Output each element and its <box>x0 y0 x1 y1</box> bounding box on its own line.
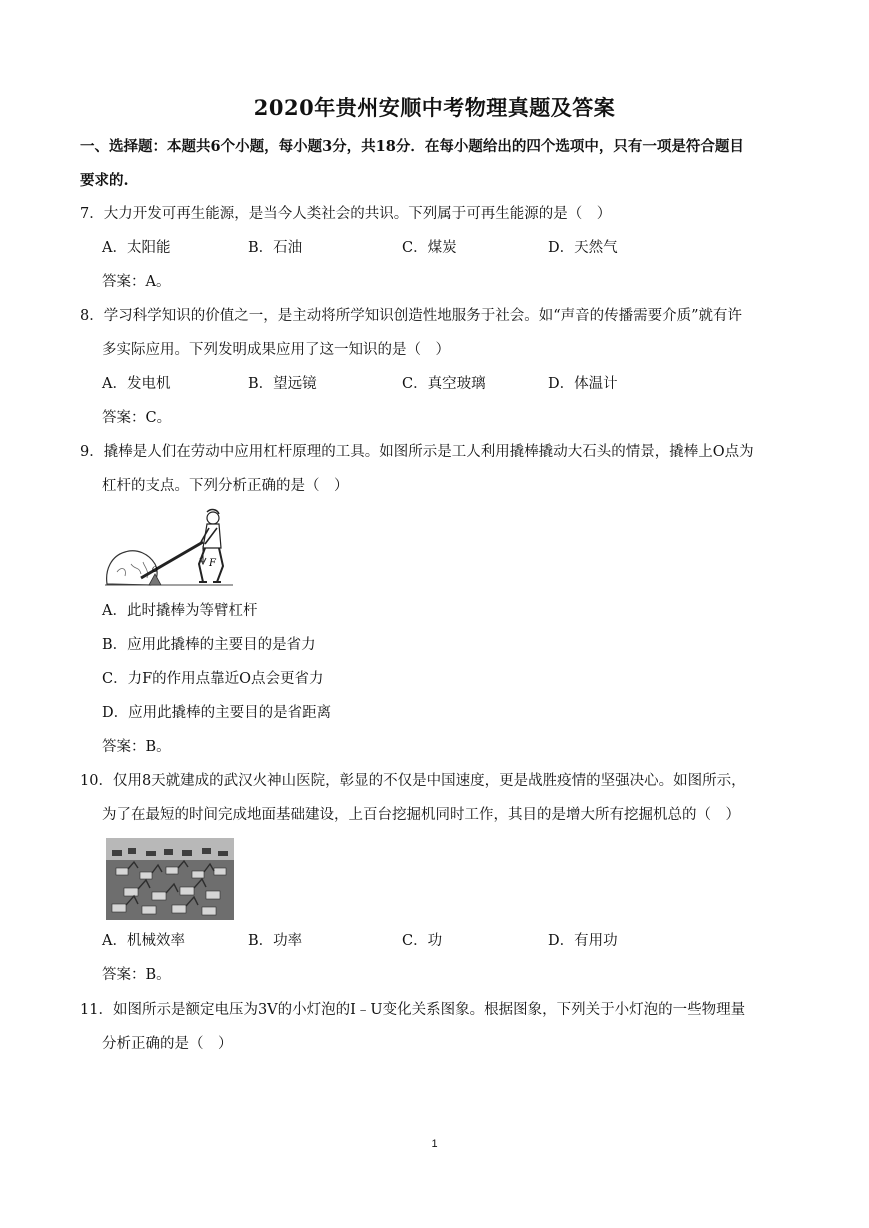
lever-worker-figure <box>103 506 235 588</box>
question-9-stem-line-1: 9．撬棒是人们在劳动中应用杠杆原理的工具。如图所示是工人利用撬棒撬动大石头的情景，撬棒上O点为 <box>80 444 754 460</box>
question-9-stem-line-2: 杠杆的支点。下列分析正确的是（ ） <box>102 478 349 494</box>
question-7-option-c: C．煤炭 <box>402 240 457 256</box>
force-label: F <box>209 558 216 569</box>
page-number: 1 <box>431 1138 438 1150</box>
question-8-option-d: D．体温计 <box>548 376 618 392</box>
question-10-option-b: B．功率 <box>248 933 303 949</box>
question-8-answer: 答案：C。 <box>102 410 172 426</box>
question-11-stem-line-1: 11．如图所示是额定电压为3V的小灯泡的I﹣U变化关系图象。根据图象，下列关于小灯泡的一些物理量 <box>80 1002 746 1018</box>
section-heading <box>80 130 800 198</box>
question-10-stem-line-2: 为了在最短的时间完成地面基础建设，上百台挖掘机同时工作，其目的是增大所有挖掘机总的（ ） <box>102 807 740 823</box>
question-7-stem: 7．大力开发可再生能源，是当今人类社会的共识。下列属于可再生能源的是（ ） <box>80 206 612 222</box>
question-10-options <box>102 931 742 951</box>
section-heading-line-1: 一、选择题：本题共6个小题，每小题3分，共18分．在每小题给出的四个选项中，只有一项是符合题目 <box>80 138 744 155</box>
worker-head <box>207 512 219 524</box>
question-8-option-b: B．望远镜 <box>248 376 317 392</box>
fulcrum-label: O <box>152 566 158 574</box>
question-11-stem-line-2: 分析正确的是（ ） <box>102 1036 233 1052</box>
question-10-option-a: A．机械效率 <box>102 933 185 949</box>
question-10-answer: 答案：B。 <box>102 967 171 983</box>
question-9-option-a: A．此时撬棒为等臂杠杆 <box>102 603 258 619</box>
question-7-option-b: B．石油 <box>248 240 303 256</box>
excavators-photo <box>106 838 234 920</box>
question-8-options <box>102 374 742 394</box>
question-7-options <box>102 238 742 258</box>
question-10-option-d: D．有用功 <box>548 933 618 949</box>
question-7-option-d: D．天然气 <box>548 240 618 256</box>
question-8-stem-line-2: 多实际应用。下列发明成果应用了这一知识的是（ ） <box>102 342 450 358</box>
question-9-option-b: B．应用此撬棒的主要目的是省力 <box>102 637 316 653</box>
question-10-stem-line-1: 10．仅用8天就建成的武汉火神山医院，彰显的不仅是中国速度，更是战胜疫情的坚强决心。如图所示， <box>80 773 746 789</box>
section-heading-line-2: 要求的. <box>80 172 129 189</box>
question-8-option-c: C．真空玻璃 <box>402 376 486 392</box>
worker-torso <box>203 524 221 548</box>
question-7-answer: 答案：A。 <box>102 274 171 290</box>
question-10-option-c: C．功 <box>402 933 443 949</box>
question-9-option-c: C．力F的作用点靠近O点会更省力 <box>102 671 324 687</box>
question-8-stem-line-1: 8．学习科学知识的价值之一，是主动将所学知识创造性地服务于社会。如“声音的传播需要介质”就有许 <box>80 308 743 324</box>
question-9-answer: 答案：B。 <box>102 739 171 755</box>
rock-shape <box>107 551 157 585</box>
question-9-option-d: D．应用此撬棒的主要目的是省距离 <box>102 705 332 721</box>
page-title: 2020年贵州安顺中考物理真题及答案 <box>253 95 616 120</box>
question-7-option-a: A．太阳能 <box>102 240 171 256</box>
question-8-option-a: A．发电机 <box>102 376 171 392</box>
